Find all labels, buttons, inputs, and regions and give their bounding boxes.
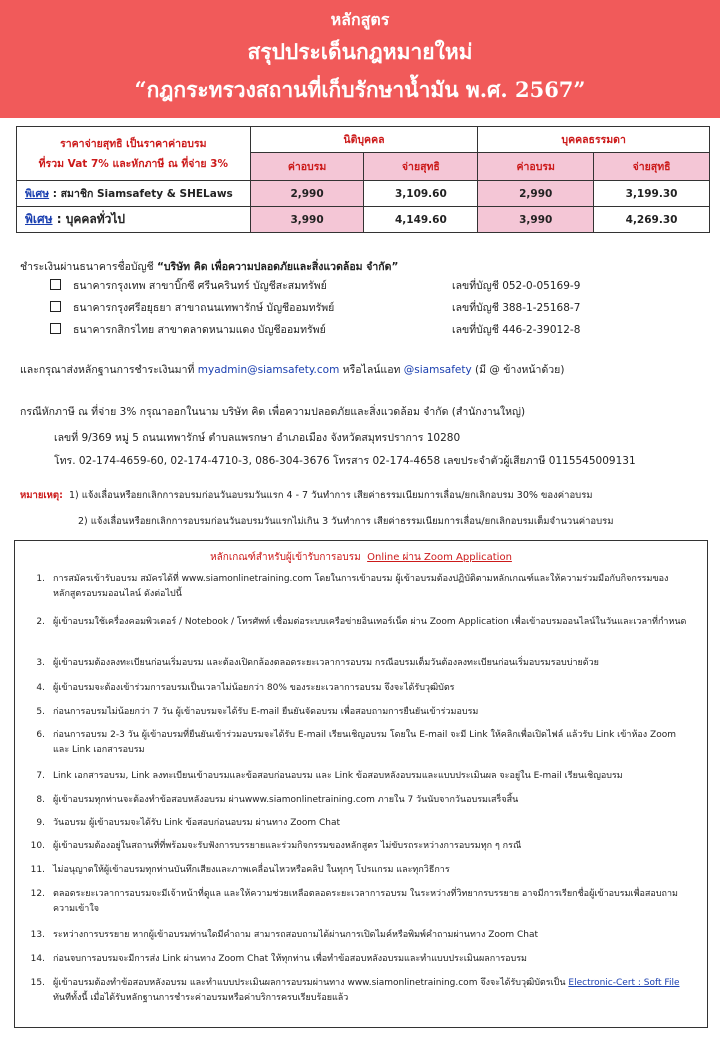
checkbox-icon	[50, 279, 61, 290]
banner-course-subtitle: “กฎกระทรวงสถานที่เก็บรักษาน้ำมัน พ.ศ. 2567”	[134, 77, 586, 102]
price-table-note: ราคาจ่ายสุทธิ เป็นราคาค่าอบรม ที่รวม Vat 7% และหักภาษี ณ ที่จ่าย 3%	[17, 127, 251, 181]
price-cell: 3,990	[478, 207, 594, 233]
table-row	[17, 207, 710, 233]
col-fee: ค่าอบรม	[250, 153, 364, 181]
banner-course-title: สรุปประเด็นกฎหมายใหม่	[247, 39, 473, 64]
price-table	[16, 126, 710, 233]
company-contact: โทร. 02-174-4659-60, 02-174-4710-3, 086-304-3676 โทรสาร 02-174-4658 เลขประจำตัวผู้เสียภาษี 0115545009131	[54, 455, 636, 467]
banner-course-label: หลักสูตร	[330, 10, 390, 29]
price-cell: 2,990	[478, 181, 594, 207]
price-cell: 3,990	[250, 207, 364, 233]
account-name: “บริษัท คิด เพื่อความปลอดภัยและสิ่งแวดล้อม จำกัด”	[156, 261, 399, 273]
col-net: จ่ายสุทธิ	[594, 153, 710, 181]
bank-account-number: เลขที่บัญชี 052-0-05169-9	[452, 280, 581, 292]
price-cell: 4,269.30	[594, 207, 710, 233]
note-1: หมายเหตุ: 1) แจ้งเลื่อนหรือยกเลิกการอบรมก่อนวันอบรมวันแรก 4 - 7 วันทำการ เสียค่าธรรมเนียมการเลื่อน/ยกเลิกอบรม 30% ของค่าอบรม	[20, 490, 593, 501]
company-address: เลขที่ 9/369 หมู่ 5 ถนนเทพารักษ์ ตำบลแพรกษา อำเภอเมือง จังหวัดสมุทรปราการ 10280	[54, 432, 461, 444]
group-juristic: นิติบุคคล	[250, 127, 478, 153]
row-label: พิเศษ : บุคคลทั่วไป	[17, 207, 251, 233]
price-cell: 2,990	[250, 181, 364, 207]
group-individual: บุคคลธรรมดา	[478, 127, 710, 153]
title-banner	[0, 0, 720, 118]
email-link[interactable]: myadmin@siamsafety.com	[197, 364, 340, 376]
price-cell: 4,149.60	[364, 207, 478, 233]
bank-item: ธนาคารกสิกรไทย สาขาตลาดหนามแดง บัญชีออมทรัพย์ เลขที่บัญชี 446-2-39012-8	[50, 321, 326, 338]
price-cell: 3,109.60	[364, 181, 478, 207]
price-cell: 3,199.30	[594, 181, 710, 207]
bank-account-number: เลขที่บัญชี 388-1-25168-7	[452, 302, 581, 314]
row-label: พิเศษ : สมาชิก Siamsafety & SHELaws	[17, 181, 251, 207]
payment-intro: ชำระเงินผ่านธนาคารชื่อบัญชี “บริษัท คิด เพื่อความปลอดภัยและสิ่งแวดล้อม จำกัด”	[20, 261, 399, 273]
checkbox-icon	[50, 301, 61, 312]
tax-info: กรณีหักภาษี ณ ที่จ่าย 3% กรุณาออกในนาม บริษัท คิด เพื่อความปลอดภัยและสิ่งแวดล้อม จำกัด (สำนักงานใหญ่)	[20, 406, 526, 418]
bank-item: ธนาคารกรุงศรีอยุธยา สาขาถนนเทพารักษ์ บัญชีออมทรัพย์ เลขที่บัญชี 388-1-25168-7	[50, 299, 334, 316]
col-net: จ่ายสุทธิ	[364, 153, 478, 181]
bank-item: ธนาคารกรุงเทพ สาขาบิ๊กซี ศรีนครินทร์ บัญชีสะสมทรัพย์ เลขที่บัญชี 052-0-05169-9	[50, 277, 327, 294]
payment-proof-instruction: และกรุณาส่งหลักฐานการชำระเงินมาที่ myadmin@siamsafety.com หรือไลน์แอท @siamsafety (มี @ ข้างหน้าด้วย)	[20, 364, 565, 376]
rules-title: หลักเกณฑ์สำหรับผู้เข้ารับการอบรม Online ผ่าน Zoom Application	[210, 552, 512, 563]
zoom-link[interactable]: Online ผ่าน Zoom Application	[367, 552, 512, 563]
bank-account-number: เลขที่บัญชี 446-2-39012-8	[452, 324, 581, 336]
ecert-link[interactable]: Electronic-Cert : Soft File	[568, 978, 680, 988]
line-id-link[interactable]: @siamsafety	[403, 364, 472, 376]
col-fee: ค่าอบรม	[478, 153, 594, 181]
checkbox-icon	[50, 323, 61, 334]
table-row	[17, 181, 710, 207]
rules-box: หลักเกณฑ์สำหรับผู้เข้ารับการอบรม Online ผ่าน Zoom Application 1. การสมัครเข้ารับอบรม สมัครได้ที่ www.siamonlinetraining.com โดยในการเข้าอบรม ผู้เข้าอบรมต้องปฏิบัติตามหลักเกณฑ์และให้ความร่วมมือกับกิจกรรมของหลักสูตรอบรมออนไลน์ ดังต่อไปนี้ 2. ผู้เข้าอบรมใช้เครื่องคอมพิวเตอร์ / Notebook / โทรศัพท์ เชื่อมต่อระบบเครือข่ายอินเทอร์เน็ต ผ่าน Zoom Application เพื่อเข้าอบรมออนไลน์ในวันและเวลาที่กำหนด 3. ผู้เข้าอบรมต้องลงทะเบียนก่อนเริ่มอบรม และต้องเปิดกล้องตลอดระยะเวลาการอบรม กรณีอบรมเต็มวันต้องลงทะเบียนก่อนเริ่มอบรมรอบบ่ายด้วย 4. ผู้เข้าอบรมจะต้องเข้าร่วมการอบรมเป็นเวลาไม่น้อยกว่า 80% ของระยะเวลาการอบรม จึงจะได้รับวุฒิบัตร 5. ก่อนการอบรมไม่น้อยกว่า 7 วัน ผู้เข้าอบรมจะได้รับ E-mail ยืนยันจัดอบรม เพื่อสอบถามการยืนยันเข้าร่วมอบรม 6. ก่อนการอบรม 2-3 วัน ผู้เข้าอบรมที่ยืนยันเข้าร่วมอบรมจะได้รับ E-mail เรียนเชิญอบรม โดยใน E-mail จะมี Link ให้คลิกเพื่อเปิดไฟล์ แล้วรับ Link เข้าห้อง Zoom และ Link เอกสารอบรม 7. Link เอกสารอบรม, Link ลงทะเบียนเข้าอบรมและข้อสอบก่อนอบรม และ Link ข้อสอบหลังอบรมและแบบประเมินผล จะอยู่ใน E-mail เรียนเชิญอบรม 8. ผู้เข้าอบรมทุกท่านจะต้องทำข้อสอบหลังอบรม ผ่านwww.siamonlinetraining.com ภายใน 7 วันนับจากวันอบรมเสร็จสิ้น 9. วันอบรม ผู้เข้าอบรมจะได้รับ Link ข้อสอบก่อนอบรม ผ่านทาง Zoom Chat 10. ผู้เข้าอบรมต้องอยู่ในสถานที่ที่พร้อมจะรับฟังการบรรยายและร่วมกิจกรรมของหลักสูตร ไม่ขับรถระหว่างการอบรมทุก ๆ กรณี 11. ไม่อนุญาตให้ผู้เข้าอบรมทุกท่านบันทึกเสียงและภาพเคลื่อนไหวหรือคลิป ในทุกๆ โปรแกรม และทุกวิธีการ 12. ตลอดระยะเวลาการอบรมจะมีเจ้าหน้าที่ดูแล และให้ความช่วยเหลือตลอดระยะเวลาการอบรม ในระหว่างที่วิทยากรบรรยาย อาจมีการเรียกชื่อผู้เข้าอบรมเพื่อสอบถามความเข้าใจ 13. ระหว่างการบรรยาย หากผู้เข้าอบรมท่านใดมีคำถาม สามารถสอบถามได้ผ่านการเปิดไมค์หรือพิมพ์คำถามผ่านทาง Zoom Chat 14. ก่อนจบการอบรมจะมีการส่ง Link ผ่านทาง Zoom Chat ให้ทุกท่าน เพื่อทำข้อสอบหลังอบรมและทำแบบประเมินผลการอบรม 15. ผู้เข้าอบรมต้องทำข้อสอบหลังอบรม และทำแบบประเมินผลการอบรมผ่านทาง www.siamonlinetraining.com จึงจะได้รับวุฒิบัตรเป็น Electronic-Cert : Soft File ทันทีทั้งนี้ เมื่อได้รับหลักฐานการชำระค่าอบรมหรือค่าบริการครบเรียบร้อยแล้ว	[14, 540, 708, 1028]
note-2: 2) แจ้งเลื่อนหรือยกเลิกการอบรมก่อนวันอบรมวันแรกไม่เกิน 3 วันทำการ เสียค่าธรรมเนียมการเลื่อน/ยกเลิกอบรมเต็มจำนวนค่าอบรม	[78, 516, 614, 527]
